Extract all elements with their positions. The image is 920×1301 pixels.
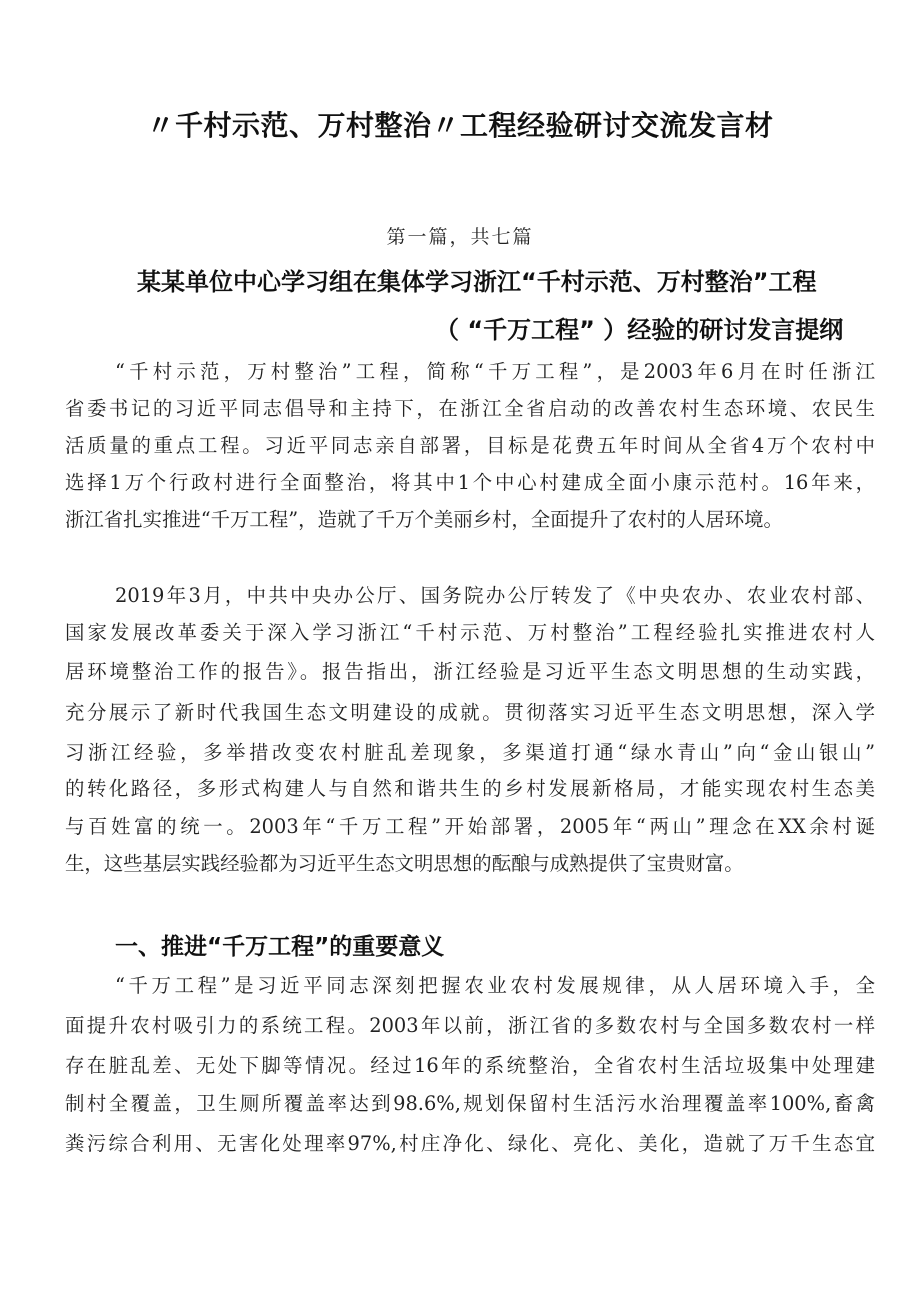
paragraph-1-line: 选择1万个行政村进行全面整治，将其中1个中心村建成全面小康示范村。16年来， bbox=[65, 471, 875, 494]
paragraph-2-line: 生，这些基层实践经验都为习近平生态文明思想的酝酿与成熟提供了宝贵财富。 bbox=[65, 852, 744, 875]
part-label: 第一篇，共七篇 bbox=[386, 226, 534, 248]
paragraph-3-line: 存在脏乱差、无处下脚等情况。经过16年的系统整治，全省农村生活垃圾集中处理建 bbox=[65, 1054, 875, 1077]
paragraph-1-line: 活质量的重点工程。习近平同志亲自部署，目标是花费五年时间从全省4万个农村中 bbox=[65, 434, 875, 457]
paragraph-3-line: 面提升农村吸引力的系统工程。2003年以前，浙江省的多数农村与全国多数农村一样 bbox=[65, 1014, 875, 1037]
paragraph-1-line: 省委书记的习近平同志倡导和主持下，在浙江全省启动的改善农村生态环境、农民生 bbox=[65, 397, 875, 420]
subtitle-line-1: 某某单位中心学习组在集体学习浙江“千村示范、万村整治”工程 bbox=[137, 268, 817, 296]
section-1-heading: 一、推进“千万工程”的重要意义 bbox=[115, 934, 445, 960]
paragraph-3-line: 制村全覆盖，卫生厕所覆盖率达到98.6%,规划保留村生活污水治理覆盖率100%,畜禽 bbox=[65, 1092, 875, 1115]
document-title: 〃千村示范、万村整治〃工程经验研讨交流发言材 bbox=[146, 109, 774, 142]
paragraph-2-line: 习浙江经验，多举措改变农村脏乱差现象，多渠道打通“绿水青山”向“金山银山” bbox=[65, 741, 875, 764]
paragraph-2-line: 居环境整治工作的报告》。报告指出，浙江经验是习近平生态文明思想的生动实践， bbox=[65, 660, 875, 683]
paragraph-3-line: “千万工程”是习近平同志深刻把握农业农村发展规律，从人居环境入手，全 bbox=[115, 974, 875, 997]
paragraph-3-line: 粪污综合利用、无害化处理率97%,村庄净化、绿化、亮化、美化，造就了万千生态宜 bbox=[65, 1132, 875, 1155]
paragraph-2-line: 2019年3月，中共中央办公厅、国务院办公厅转发了《中央农办、农业农村部、 bbox=[115, 584, 875, 607]
paragraph-2-line: 充分展示了新时代我国生态文明建设的成就。贯彻落实习近平生态文明思想，深入学 bbox=[65, 701, 875, 724]
paragraph-2-line: 与百姓富的统一。2003年“千万工程”开始部署，2005年“两山”理念在XX余村诞 bbox=[65, 815, 875, 838]
subtitle-line-2: （ “千万工程” ）经验的研讨发言提纲 bbox=[435, 316, 844, 344]
paragraph-2-line: 国家发展改革委关于深入学习浙江“千村示范、万村整治”工程经验扎实推进农村人 bbox=[65, 621, 875, 644]
paragraph-2-line: 的转化路径，多形式构建人与自然和谐共生的乡村发展新格局，才能实现农村生态美 bbox=[65, 777, 875, 800]
paragraph-1-line: “千村示范，万村整治”工程，简称“千万工程”，是2003年6月在时任浙江 bbox=[115, 360, 875, 383]
paragraph-1-line: 浙江省扎实推进“千万工程”，造就了千万个美丽乡村，全面提升了农村的人居环境。 bbox=[65, 508, 783, 531]
